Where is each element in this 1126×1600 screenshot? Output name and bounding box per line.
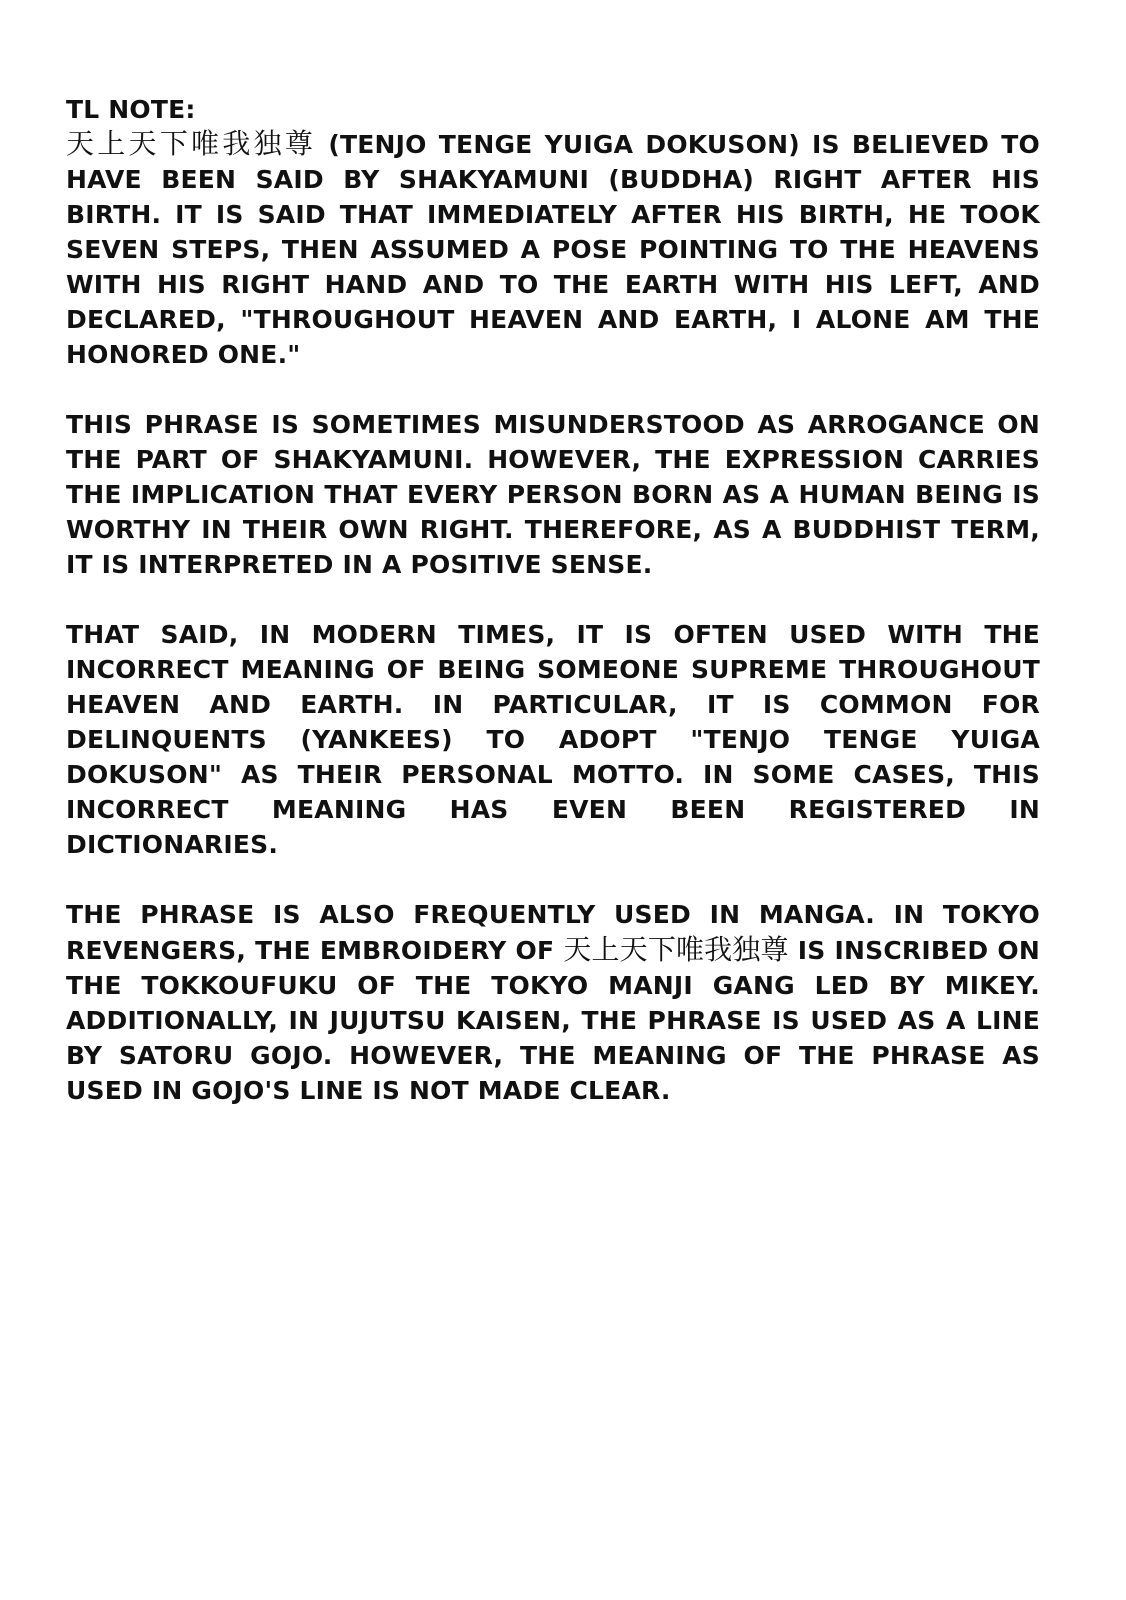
note-paragraph-2: THIS PHRASE IS SOMETIMES MISUNDERSTOOD AS ARROGANCE ON THE PART OF SHAKYAMUNI. HOWEVER, THE EXPRESSION CARRIES THE IMPLICATION THAT EVERY PERSON BORN AS A HUMAN BEING IS WORTHY IN THEIR OWN RIGHT. THEREFORE, AS A BUDDHIST TERM, IT IS INTERPRETED IN A POSITIVE SENSE.: [66, 410, 1040, 579]
translation-note: [66, 94, 1040, 1143]
note-heading: TL NOTE:: [66, 95, 196, 124]
note-paragraph-4: [66, 897, 1040, 1108]
paragraph-4-text-before: THE PHRASE IS ALSO FREQUENTLY USED IN MANGA. IN TOKYO REVENGERS, THE EMBROIDERY OF: [66, 900, 1040, 965]
kanji-phrase: 天上天下唯我独尊: [66, 127, 317, 160]
note-paragraph-1: [66, 126, 1040, 372]
paragraph-1-text: (TENJO TENGE YUIGA DOKUSON) IS BELIEVED TO HAVE BEEN SAID BY SHAKYAMUNI (BUDDHA) RIGHT AFTER HIS BIRTH. IT IS SAID THAT IMMEDIATELY AFTER HIS BIRTH, HE TOOK SEVEN STEPS, THEN ASSUMED A POSE POINTING TO THE HEAVENS WITH HIS RIGHT HAND AND TO THE EARTH WITH HIS LEFT, AND DECLARED, "THROUGHOUT HEAVEN AND EARTH, I ALONE AM THE HONORED ONE.": [66, 130, 1040, 369]
paragraph-4-text-after: IS INSCRIBED ON THE TOKKOUFUKU OF THE TOKYO MANJI GANG LED BY MIKEY. ADDITIONALLY, IN JUJUTSU KAISEN, THE PHRASE IS USED AS A LINE BY SATORU GOJO. HOWEVER, THE MEANING OF THE PHRASE AS USED IN GOJO'S LINE IS NOT MADE CLEAR.: [66, 936, 1040, 1105]
note-paragraph-3: THAT SAID, IN MODERN TIMES, IT IS OFTEN USED WITH THE INCORRECT MEANING OF BEING SOMEONE SUPREME THROUGHOUT HEAVEN AND EARTH. IN PARTICULAR, IT IS COMMON FOR DELINQUENTS (YANKEES) TO ADOPT "TENJO TENGE YUIGA DOKUSON" AS THEIR PERSONAL MOTTO. IN SOME CASES, THIS INCORRECT MEANING HAS EVEN BEEN REGISTERED IN DICTIONARIES.: [66, 620, 1040, 859]
kanji-phrase-inline: 天上天下唯我独尊: [563, 933, 789, 966]
